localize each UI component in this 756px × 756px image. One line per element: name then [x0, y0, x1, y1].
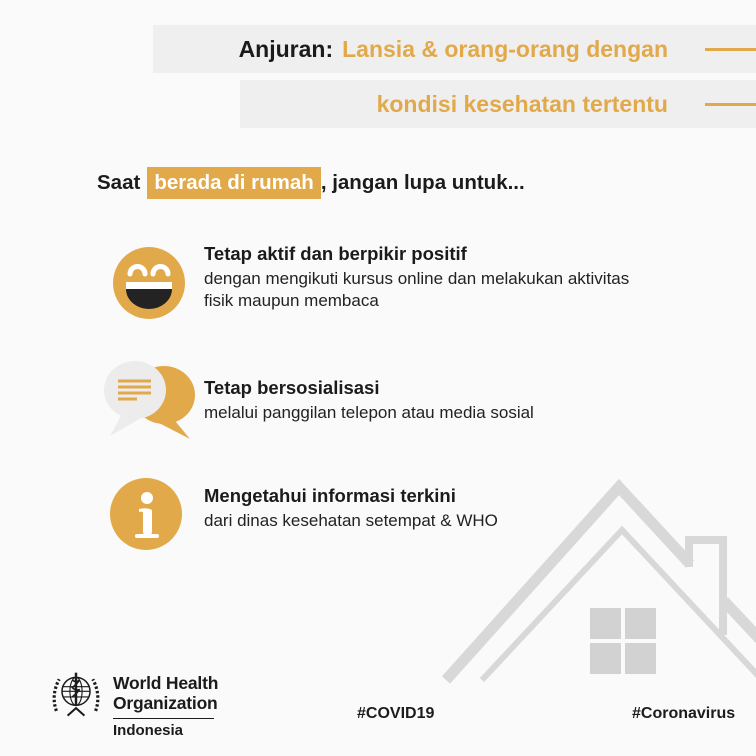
who-name-line-1: World Health	[113, 673, 219, 693]
list-item-social	[97, 356, 534, 453]
intro-highlight: berada di rumah	[147, 167, 321, 199]
gold-dash-2	[705, 103, 756, 106]
who-emblem-icon	[48, 668, 104, 724]
item-title: Mengetahui informasi terkini	[204, 485, 456, 506]
header-gold-text-2: kondisi kesehatan tertentu	[376, 90, 668, 117]
header-prefix: Anjuran:	[238, 35, 334, 62]
gold-dash-1	[705, 48, 756, 51]
item-title: Tetap bersosialisasi	[204, 377, 380, 398]
item-body: dengan mengikuti kursus online dan melakukan aktivitas fisik maupun membaca	[204, 269, 630, 310]
intro-pre: Saat	[97, 171, 141, 194]
header-bar-2	[240, 80, 756, 128]
header-bar-1	[153, 25, 756, 73]
intro-sentence	[97, 171, 525, 195]
hashtag-covid19: #COVID19	[357, 705, 435, 722]
header-line-1	[239, 36, 668, 63]
hashtag-coronavirus: #Coronavirus	[632, 705, 736, 722]
who-divider	[113, 718, 214, 719]
list-item-informed	[97, 476, 498, 555]
header-gold-text-1: Lansia & orang-orang dengan	[342, 35, 668, 62]
list-item-active	[97, 243, 634, 324]
info-icon	[110, 478, 182, 550]
who-region: Indonesia	[113, 721, 184, 739]
who-logo	[48, 668, 218, 739]
who-name-line-2: Organization	[113, 692, 218, 713]
laughing-face-icon	[113, 247, 185, 319]
item-body: melalui panggilan telepon atau media sosial	[204, 403, 534, 422]
intro-post: , jangan lupa untuk...	[320, 171, 525, 194]
item-body: dari dinas kesehatan setempat & WHO	[204, 511, 498, 530]
item-title: Tetap aktif dan berpikir positif	[204, 243, 467, 264]
chat-bubbles-icon	[101, 356, 201, 448]
window-panes	[590, 608, 656, 674]
